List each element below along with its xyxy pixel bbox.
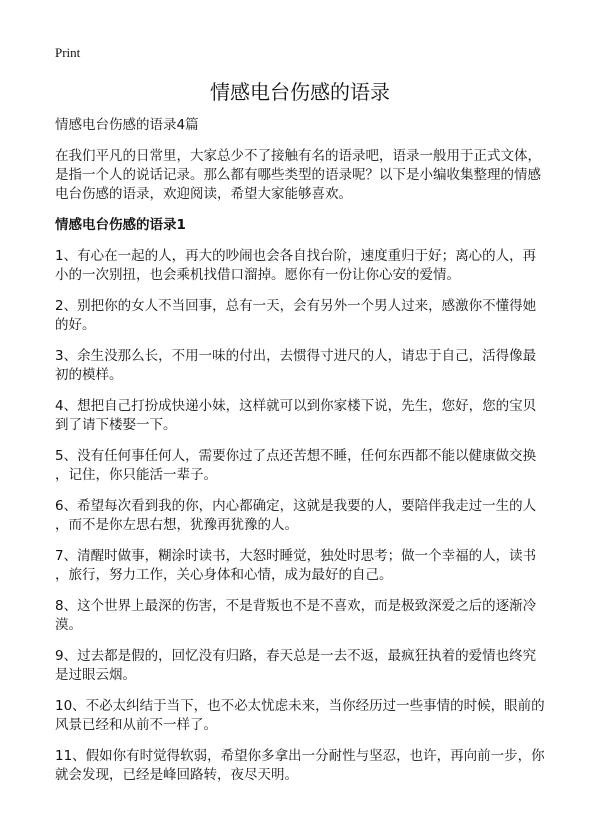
text-line: 2、别把你的女人不当回事，总有一天，会有另外一个男人过来，感激你不懂得她	[55, 298, 537, 314]
text-line: 风景已经和从前不一样了。	[55, 717, 217, 733]
quote-item	[55, 447, 555, 485]
text-line: 6、希望每次看到我的你，内心都确定，这就是我要的人，要陪伴我走过一生的人	[55, 498, 537, 514]
text-line: 1、有心在一起的人，再大的吵闹也会各自找台阶，速度重归于好；离心的人，再	[55, 248, 537, 264]
quote-list	[55, 247, 555, 785]
quote-item	[55, 647, 555, 685]
quote-item	[55, 547, 555, 585]
text-line: 9、过去都是假的，回忆没有归路，春天总是一去不返，最疯狂执着的爱情也终究	[55, 648, 537, 664]
text-line: 7、清醒时做事，糊涂时读书，大怒时睡觉，独处时思考；做一个幸福的人，读书	[55, 548, 537, 564]
text-line: 5、没有任何事任何人，需要你过了点还苦想不睡，任何东西都不能以健康做交换	[55, 448, 537, 464]
text-line: 是指一个人的说话记录。那么都有哪些类型的语录呢？以下是小编收集整理的情感	[55, 167, 541, 183]
section-heading: 情感电台伤感的语录1	[55, 217, 186, 233]
text-line: 3、余生没那么长，不用一味的付出，去惯得寸进尺的人，请忠于自己，活得像最	[55, 348, 537, 364]
text-line: 到了请下楼娶一下。	[55, 417, 177, 433]
print-link[interactable]: Print	[55, 45, 81, 60]
quote-item	[55, 397, 555, 435]
quote-item	[55, 297, 555, 335]
quote-item	[55, 247, 555, 285]
page-title: 情感电台伤感的语录	[210, 80, 390, 104]
text-line: 11、假如你有时觉得软弱，希望你多拿出一分耐性与坚忍，也许，再向前一步，你	[55, 748, 545, 764]
quote-item	[55, 747, 555, 785]
text-line: 就会发现，已经是峰回路转，夜尽天明。	[55, 767, 298, 783]
text-line: 在我们平凡的日常里，大家总少不了接触有名的语录吧，语录一般用于正式文体，	[55, 148, 541, 164]
text-line: 电台伤感的语录，欢迎阅读，希望大家能够喜欢。	[55, 186, 352, 202]
text-line: ，而不是你左思右想，犹豫再犹豫的人。	[55, 517, 298, 533]
text-line: 10、不必太纠结于当下，也不必太忧虑未来，当你经历过一些事情的时候，眼前的	[55, 698, 545, 714]
quote-item	[55, 497, 555, 535]
text-line: 的好。	[55, 317, 96, 333]
text-line: 是过眼云烟。	[55, 667, 136, 683]
quote-item	[55, 697, 555, 735]
text-line: 漠。	[55, 617, 82, 633]
document-page	[55, 44, 555, 797]
text-line: ，记住，你只能活一辈子。	[55, 467, 217, 483]
quote-item	[55, 347, 555, 385]
subtitle: 情感电台伤感的语录4篇	[55, 117, 199, 133]
text-line: 8、这个世界上最深的伤害，不是背叛也不是不喜欢，而是极致深爱之后的逐渐冷	[55, 598, 537, 614]
text-line: 小的一次别扭，也会乘机找借口溜掉。愿你有一份让你心安的爱情。	[55, 267, 460, 283]
quote-item	[55, 597, 555, 635]
text-line: 初的模样。	[55, 367, 123, 383]
intro-paragraph	[55, 147, 555, 204]
text-line: ，旅行，努力工作，关心身体和心情，成为最好的自己。	[55, 567, 393, 583]
text-line: 4、想把自己打扮成快递小妹，这样就可以到你家楼下说，先生，您好，您的宝贝	[55, 398, 537, 414]
